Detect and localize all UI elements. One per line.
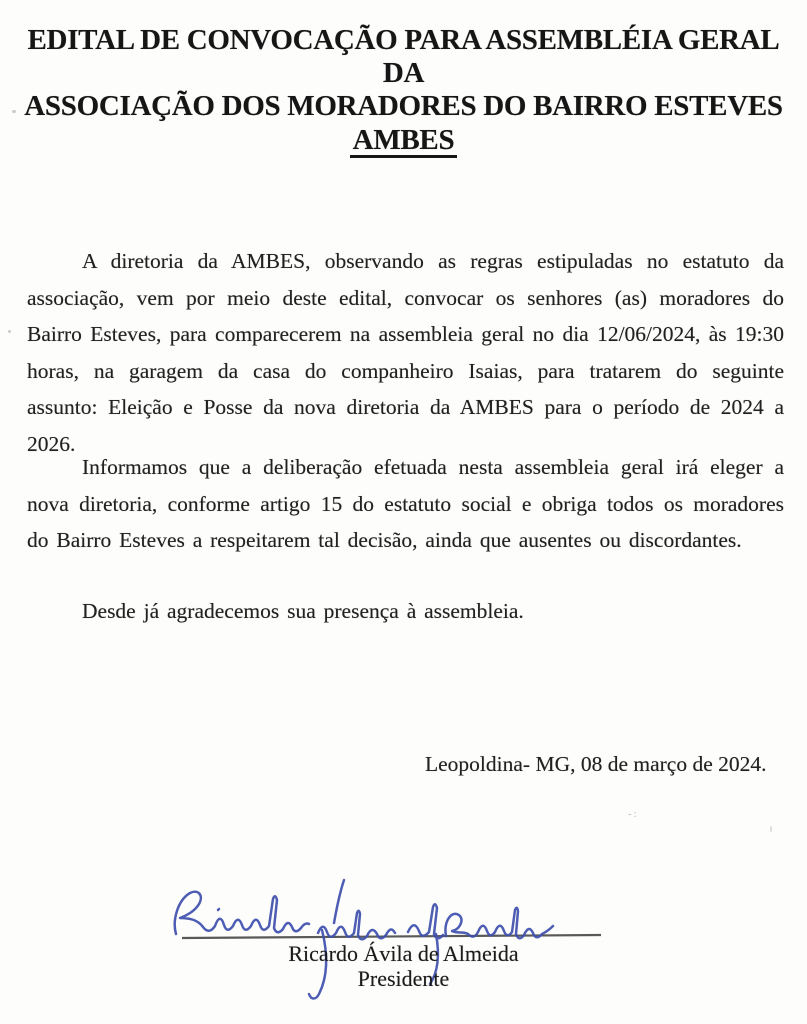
- paragraph-convocation: A diretoria da AMBES, observando as regras estipuladas no estatuto da associação, vem por meio deste edital, convocar os senhores (as) moradores do Bairro Esteves, para comparecerem na assembleia geral no dia 12/06/2024, às 19:30 horas, na garagem da casa do companheiro Isaias, para tratarem do seguinte assunto: Eleição e Posse da nova diretoria da AMBES para o período de 2024 a 2026.: [27, 249, 784, 456]
- date-line: Leopoldina- MG, 08 de março de 2024.: [425, 752, 767, 776]
- signer-role: Presidente: [357, 966, 450, 991]
- paragraph-deliberation: Informamos que a deliberação efetuada nesta assembleia geral irá eleger a nova diretoria, conforme artigo 15 do estatuto social e obriga todos os moradores do Bairro Esteves a respeitarem tal decisão, ainda que ausentes ou discordantes.: [27, 455, 784, 553]
- title-line-1: EDITAL DE CONVOCAÇÃO PARA ASSEMBLÉIA GERAL DA: [27, 24, 780, 89]
- scan-artifact: -:: [628, 808, 639, 820]
- scan-speck: [8, 330, 11, 333]
- signer-name: Ricardo Ávila de Almeida: [288, 941, 519, 966]
- scan-speck: [770, 826, 772, 832]
- scan-speck: [12, 110, 16, 113]
- title-acronym: AMBES: [350, 125, 458, 158]
- paragraph-thanks: Desde já agradecemos sua presença à assembleia.: [82, 599, 524, 623]
- title-line-2: ASSOCIAÇÃO DOS MORADORES DO BAIRRO ESTEVES: [24, 90, 783, 122]
- document-title: [12, 24, 795, 158]
